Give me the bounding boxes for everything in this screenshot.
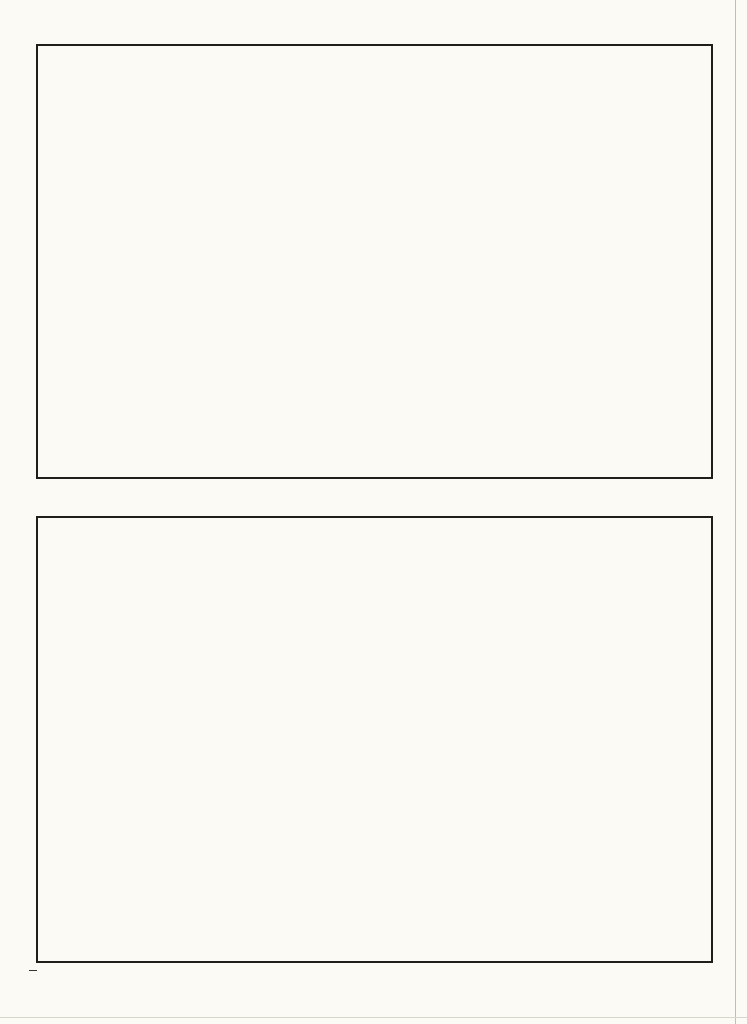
- scan-edge-right: [735, 0, 736, 1024]
- scan-edge-bottom: [0, 1017, 747, 1018]
- roster-table-bottom: [36, 516, 713, 963]
- roster-table-top: [36, 44, 713, 479]
